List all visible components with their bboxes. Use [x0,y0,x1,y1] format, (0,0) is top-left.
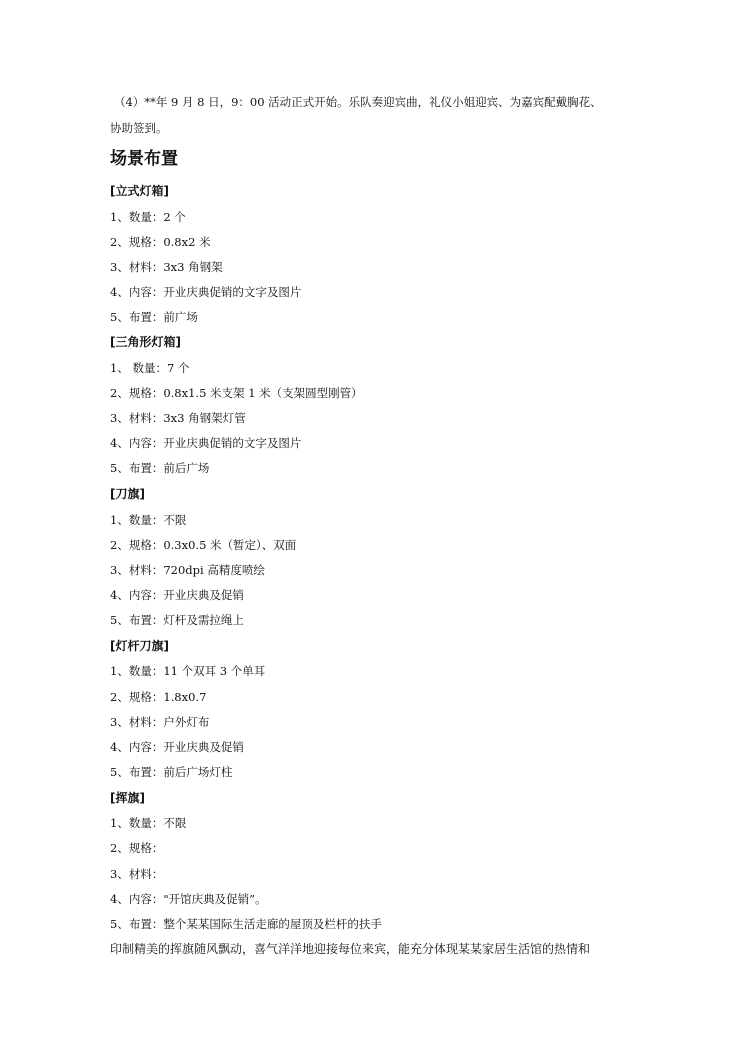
group-heading: [三角形灯箱] [110,335,181,349]
list-item: 2、规格：0.8x2 米 [110,235,211,249]
group-heading: [刀旗] [110,487,145,501]
group-heading: [立式灯箱] [110,184,169,198]
list-item: 3、材料：720dpi 高精度喷绘 [110,563,265,577]
list-item: 2、规格：1.8x0.7 [110,690,207,704]
list-item: 3、材料：户外灯布 [110,715,210,729]
closing-paragraph: 印制精美的挥旗随风飘动，喜气洋洋地迎接每位来宾，能充分体现某某家居生活馆的热情和 [110,942,591,956]
list-item: 5、布置：整个某某国际生活走廊的屋顶及栏杆的扶手 [110,917,382,931]
intro-line-2: 协助签到。 [110,121,168,135]
list-item: 5、布置：前后广场 [110,461,210,475]
list-item: 3、材料：3x3 角钢架灯管 [110,411,246,425]
section-title: 场景布置 [110,149,178,169]
intro-line-1: （4）**年 9 月 8 日，9：00 活动正式开始。乐队奏迎宾曲，礼仪小姐迎宾、为嘉宾配戴胸花、 [114,95,602,109]
list-item: 2、规格：0.8x1.5 米支架 1 米（支架圆型刚管） [110,386,363,400]
list-item: 5、布置：前广场 [110,310,198,324]
list-item: 5、布置：前后广场灯柱 [110,765,233,779]
group-heading: [挥旗] [110,791,145,805]
list-item: 4、内容：开业庆典及促销 [110,588,244,602]
list-item: 3、材料：3x3 角钢架 [110,260,223,274]
list-item: 4、内容：开业庆典及促销 [110,740,244,754]
list-item: 1、数量：不限 [110,513,187,527]
list-item: 4、内容："开馆庆典及促销”。 [110,892,267,906]
list-item: 3、材料： [110,867,164,881]
list-item: 1、 数量：7 个 [110,361,190,375]
list-item: 1、数量：不限 [110,816,187,830]
group-heading: [灯杆刀旗] [110,639,169,653]
list-item: 1、数量：11 个双耳 3 个单耳 [110,664,266,678]
list-item: 2、规格：0.3x0.5 米（暂定）、双面 [110,538,297,552]
list-item: 2、规格： [110,841,164,855]
list-item: 1、数量：2 个 [110,210,186,224]
list-item: 5、布置：灯杆及需拉绳上 [110,613,244,627]
list-item: 4、内容：开业庆典促销的文字及图片 [110,436,302,450]
list-item: 4、内容：开业庆典促销的文字及图片 [110,285,302,299]
